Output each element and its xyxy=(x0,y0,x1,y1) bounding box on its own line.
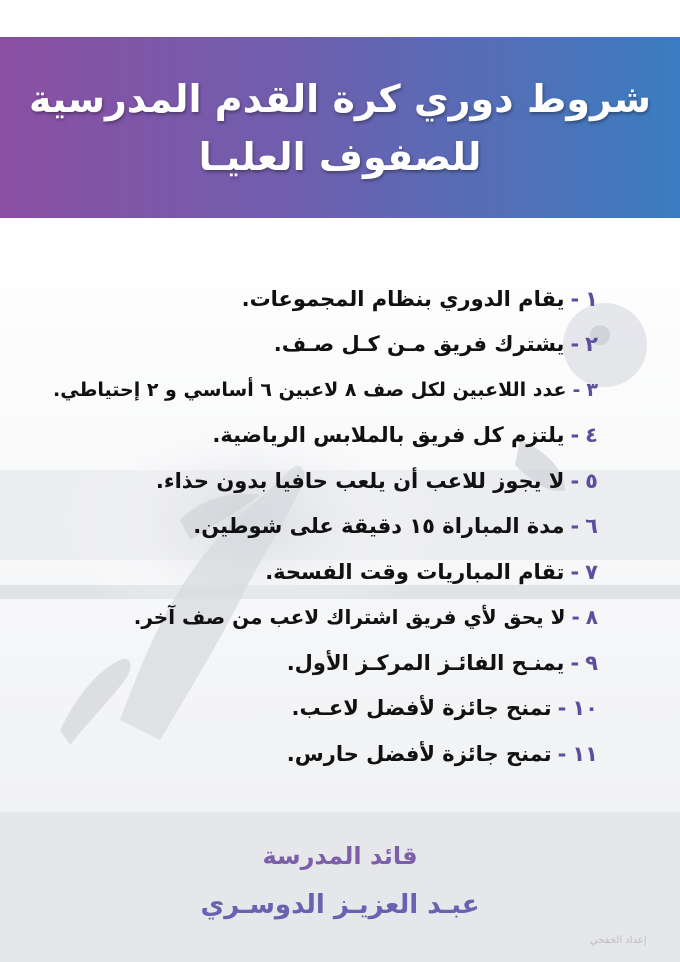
list-item xyxy=(38,731,598,777)
rule-text: لا يحق لأي فريق اشتراك لاعب من صف آخر. xyxy=(133,605,566,630)
rule-number: ٥ xyxy=(585,468,598,493)
rule-number: ١١ xyxy=(572,741,598,766)
author-credit: إعداد الخفجي xyxy=(590,935,647,946)
rule-number: ٣ xyxy=(586,378,598,401)
rule-dash: - xyxy=(570,559,580,584)
list-item xyxy=(38,640,598,686)
list-item xyxy=(38,276,598,322)
list-item xyxy=(38,686,598,732)
rules-list xyxy=(38,276,598,777)
rule-dash: - xyxy=(570,423,580,448)
header-banner xyxy=(0,37,680,218)
list-item xyxy=(38,322,598,368)
rule-text: تمنح جائزة لأفضل لاعـب. xyxy=(291,696,552,721)
rule-dash: - xyxy=(570,332,580,357)
rule-number: ١٠ xyxy=(572,696,598,721)
list-item xyxy=(38,504,598,550)
list-item xyxy=(38,367,598,413)
rule-number: ١ xyxy=(585,286,598,311)
rule-text: تمنح جائزة لأفضل حارس. xyxy=(286,741,552,766)
signature-footer xyxy=(0,812,680,962)
rule-text: عدد اللاعبين لكل صف ٨ لاعبين ٦ أساسي و ٢ إحتياطي. xyxy=(53,378,567,401)
rule-text: مدة المباراة ١٥ دقيقة على شوطين. xyxy=(193,514,565,539)
list-item xyxy=(38,413,598,459)
rule-number: ٤ xyxy=(585,423,598,448)
rule-number: ٦ xyxy=(585,514,598,539)
rule-text: يلتزم كل فريق بالملابس الرياضية. xyxy=(212,423,565,448)
rule-dash: - xyxy=(571,605,580,630)
rule-dash: - xyxy=(570,514,580,539)
rule-dash: - xyxy=(572,378,581,401)
rule-number: ٧ xyxy=(585,559,598,584)
signatory-role: قائد المدرسة xyxy=(262,842,418,870)
rule-text: يشترك فريق مـن كـل صـف. xyxy=(273,332,565,357)
list-item xyxy=(38,458,598,504)
rule-number: ٨ xyxy=(585,605,598,630)
rule-text: يقام الدوري بنظام المجموعات. xyxy=(241,286,565,311)
signatory-name: عبـد العزيـز الدوسـري xyxy=(200,890,480,920)
rule-number: ٢ xyxy=(585,332,598,357)
rule-dash: - xyxy=(557,741,567,766)
rule-number: ٩ xyxy=(585,650,598,675)
page-title: شروط دوري كرة القدم المدرسية xyxy=(29,76,651,121)
rule-text: يمنـح الفائـز المركـز الأول. xyxy=(286,650,565,675)
rule-dash: - xyxy=(570,650,580,675)
rule-dash: - xyxy=(557,696,567,721)
rule-text: تقام المباريات وقت الفسحة. xyxy=(265,559,565,584)
rule-text: لا يجوز للاعب أن يلعب حافيا بدون حذاء. xyxy=(155,468,565,493)
rule-dash: - xyxy=(570,468,580,493)
rule-dash: - xyxy=(570,286,580,311)
list-item xyxy=(38,595,598,641)
list-item xyxy=(38,549,598,595)
page-subtitle: للصفوف العليـا xyxy=(198,134,482,179)
